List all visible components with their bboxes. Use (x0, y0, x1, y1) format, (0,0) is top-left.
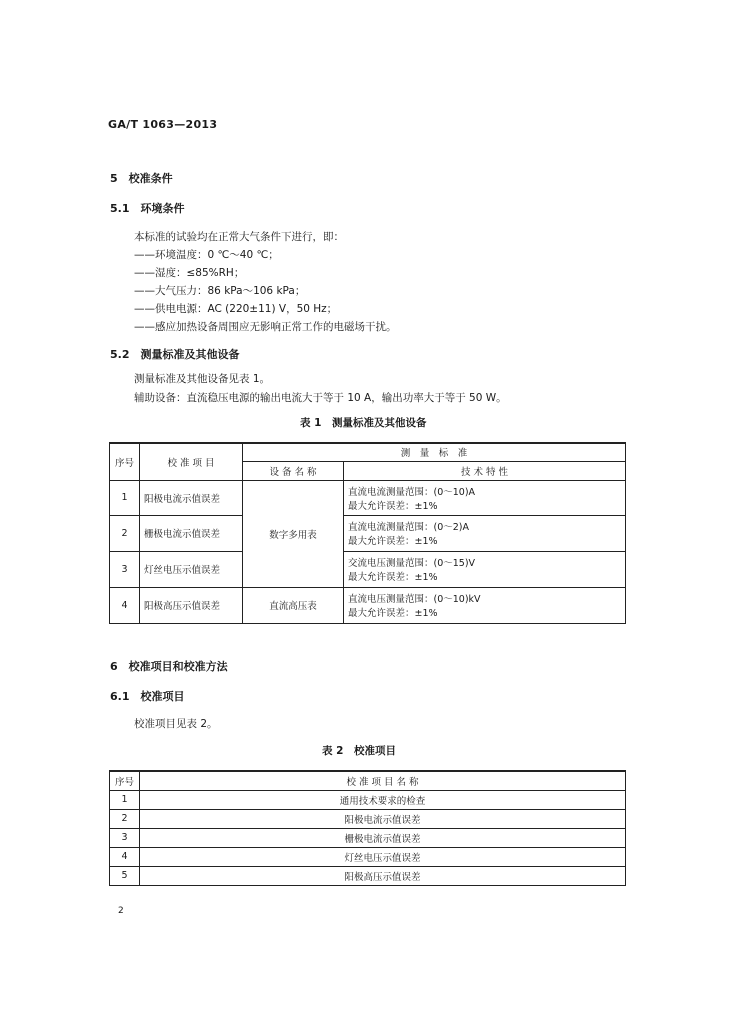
row-item: 灯丝电压示值误差 (140, 551, 243, 587)
table-row (110, 847, 626, 866)
page-number: 2 (118, 906, 124, 916)
table-row (110, 828, 626, 847)
spec-error: 最大允许误差：±1% (348, 572, 438, 583)
spec-range: 交流电压测量范围：(0～15)V (348, 558, 476, 569)
row-device: 直流高压表 (243, 587, 344, 623)
document-header: GA/T 1063—2013 (108, 118, 218, 131)
spec-error: 最大允许误差：±1% (348, 500, 438, 512)
table-1-caption: 表 1 测量标准及其他设备 (300, 417, 427, 429)
row-spec (344, 587, 626, 623)
row-seq: 4 (110, 587, 140, 623)
table-2 (109, 770, 626, 886)
row-name: 灯丝电压示值误差 (140, 847, 626, 866)
row-device: 数字多用表 (243, 480, 344, 587)
section-5-2-title: 5.2 测量标准及其他设备 (110, 348, 240, 361)
row-name: 阳极高压示值误差 (140, 866, 626, 885)
row-name: 阳极电流示值误差 (140, 809, 626, 828)
table-row (110, 551, 626, 587)
table-2-caption: 表 2 校准项目 (322, 745, 396, 757)
spec-error: 最大允许误差：±1% (348, 608, 438, 619)
spec-range: 直流电压测量范围：(0～10)kV (348, 594, 481, 605)
table-row (110, 480, 626, 515)
condition-item: ——大气压力：86 kPa～106 kPa； (134, 285, 306, 297)
row-seq: 2 (110, 809, 140, 828)
table-1 (109, 442, 626, 624)
section-6-1-title: 6.1 校准项目 (110, 690, 185, 703)
condition-item: ——供电电源：AC (220±11) V，50 Hz； (134, 303, 338, 315)
row-seq: 5 (110, 866, 140, 885)
spec-error: 最大允许误差：±1% (348, 536, 438, 547)
row-seq: 2 (110, 515, 140, 551)
table-row (110, 790, 626, 809)
row-seq: 3 (110, 551, 140, 587)
row-name: 通用技术要求的检查 (140, 790, 626, 809)
row-spec (344, 551, 626, 587)
section-6-title: 6 校准项目和校准方法 (110, 660, 228, 673)
table-row (110, 809, 626, 828)
table-header-seq: 序号 (110, 443, 140, 480)
table-header-spec: 技 术 特 性 (344, 461, 626, 480)
row-seq: 3 (110, 828, 140, 847)
row-spec (344, 515, 626, 551)
section-5-1-intro: 本标准的试验均在正常大气条件下进行，即： (134, 231, 344, 243)
section-6-1-para: 校准项目见表 2。 (134, 718, 218, 730)
section-5-2-para-1: 测量标准及其他设备见表 1。 (134, 373, 271, 385)
table-row (110, 587, 626, 623)
table-row (110, 866, 626, 885)
section-5-1-title: 5.1 环境条件 (110, 202, 185, 215)
spec-range: 直流电流测量范围：(0～10)A (348, 486, 476, 498)
row-item: 阳极电流示值误差 (140, 480, 243, 515)
row-seq: 4 (110, 847, 140, 866)
row-seq: 1 (110, 790, 140, 809)
condition-item: ——环境温度：0 ℃～40 ℃； (134, 249, 279, 261)
table-row (110, 515, 626, 551)
section-5-2-para-2: 辅助设备：直流稳压电源的输出电流大于等于 10 A，输出功率大于等于 50 W。 (134, 392, 507, 404)
table-header-device: 设 备 名 称 (243, 461, 344, 480)
table-header-name: 校 准 项 目 名 称 (140, 771, 626, 790)
table-header-seq: 序号 (110, 771, 140, 790)
row-seq: 1 (110, 480, 140, 515)
table-header-standard: 测 量 标 准 (243, 443, 626, 461)
row-name: 栅极电流示值误差 (140, 828, 626, 847)
table-header-item: 校 准 项 目 (140, 443, 243, 480)
row-item: 栅极电流示值误差 (140, 515, 243, 551)
condition-item: ——湿度：≤85%RH； (134, 267, 245, 279)
section-5-title: 5 校准条件 (110, 172, 173, 185)
row-item: 阳极高压示值误差 (140, 587, 243, 623)
condition-item: ——感应加热设备周围应无影响正常工作的电磁场干扰。 (134, 321, 397, 333)
spec-range: 直流电流测量范围：(0～2)A (348, 522, 470, 533)
row-spec (344, 480, 626, 515)
